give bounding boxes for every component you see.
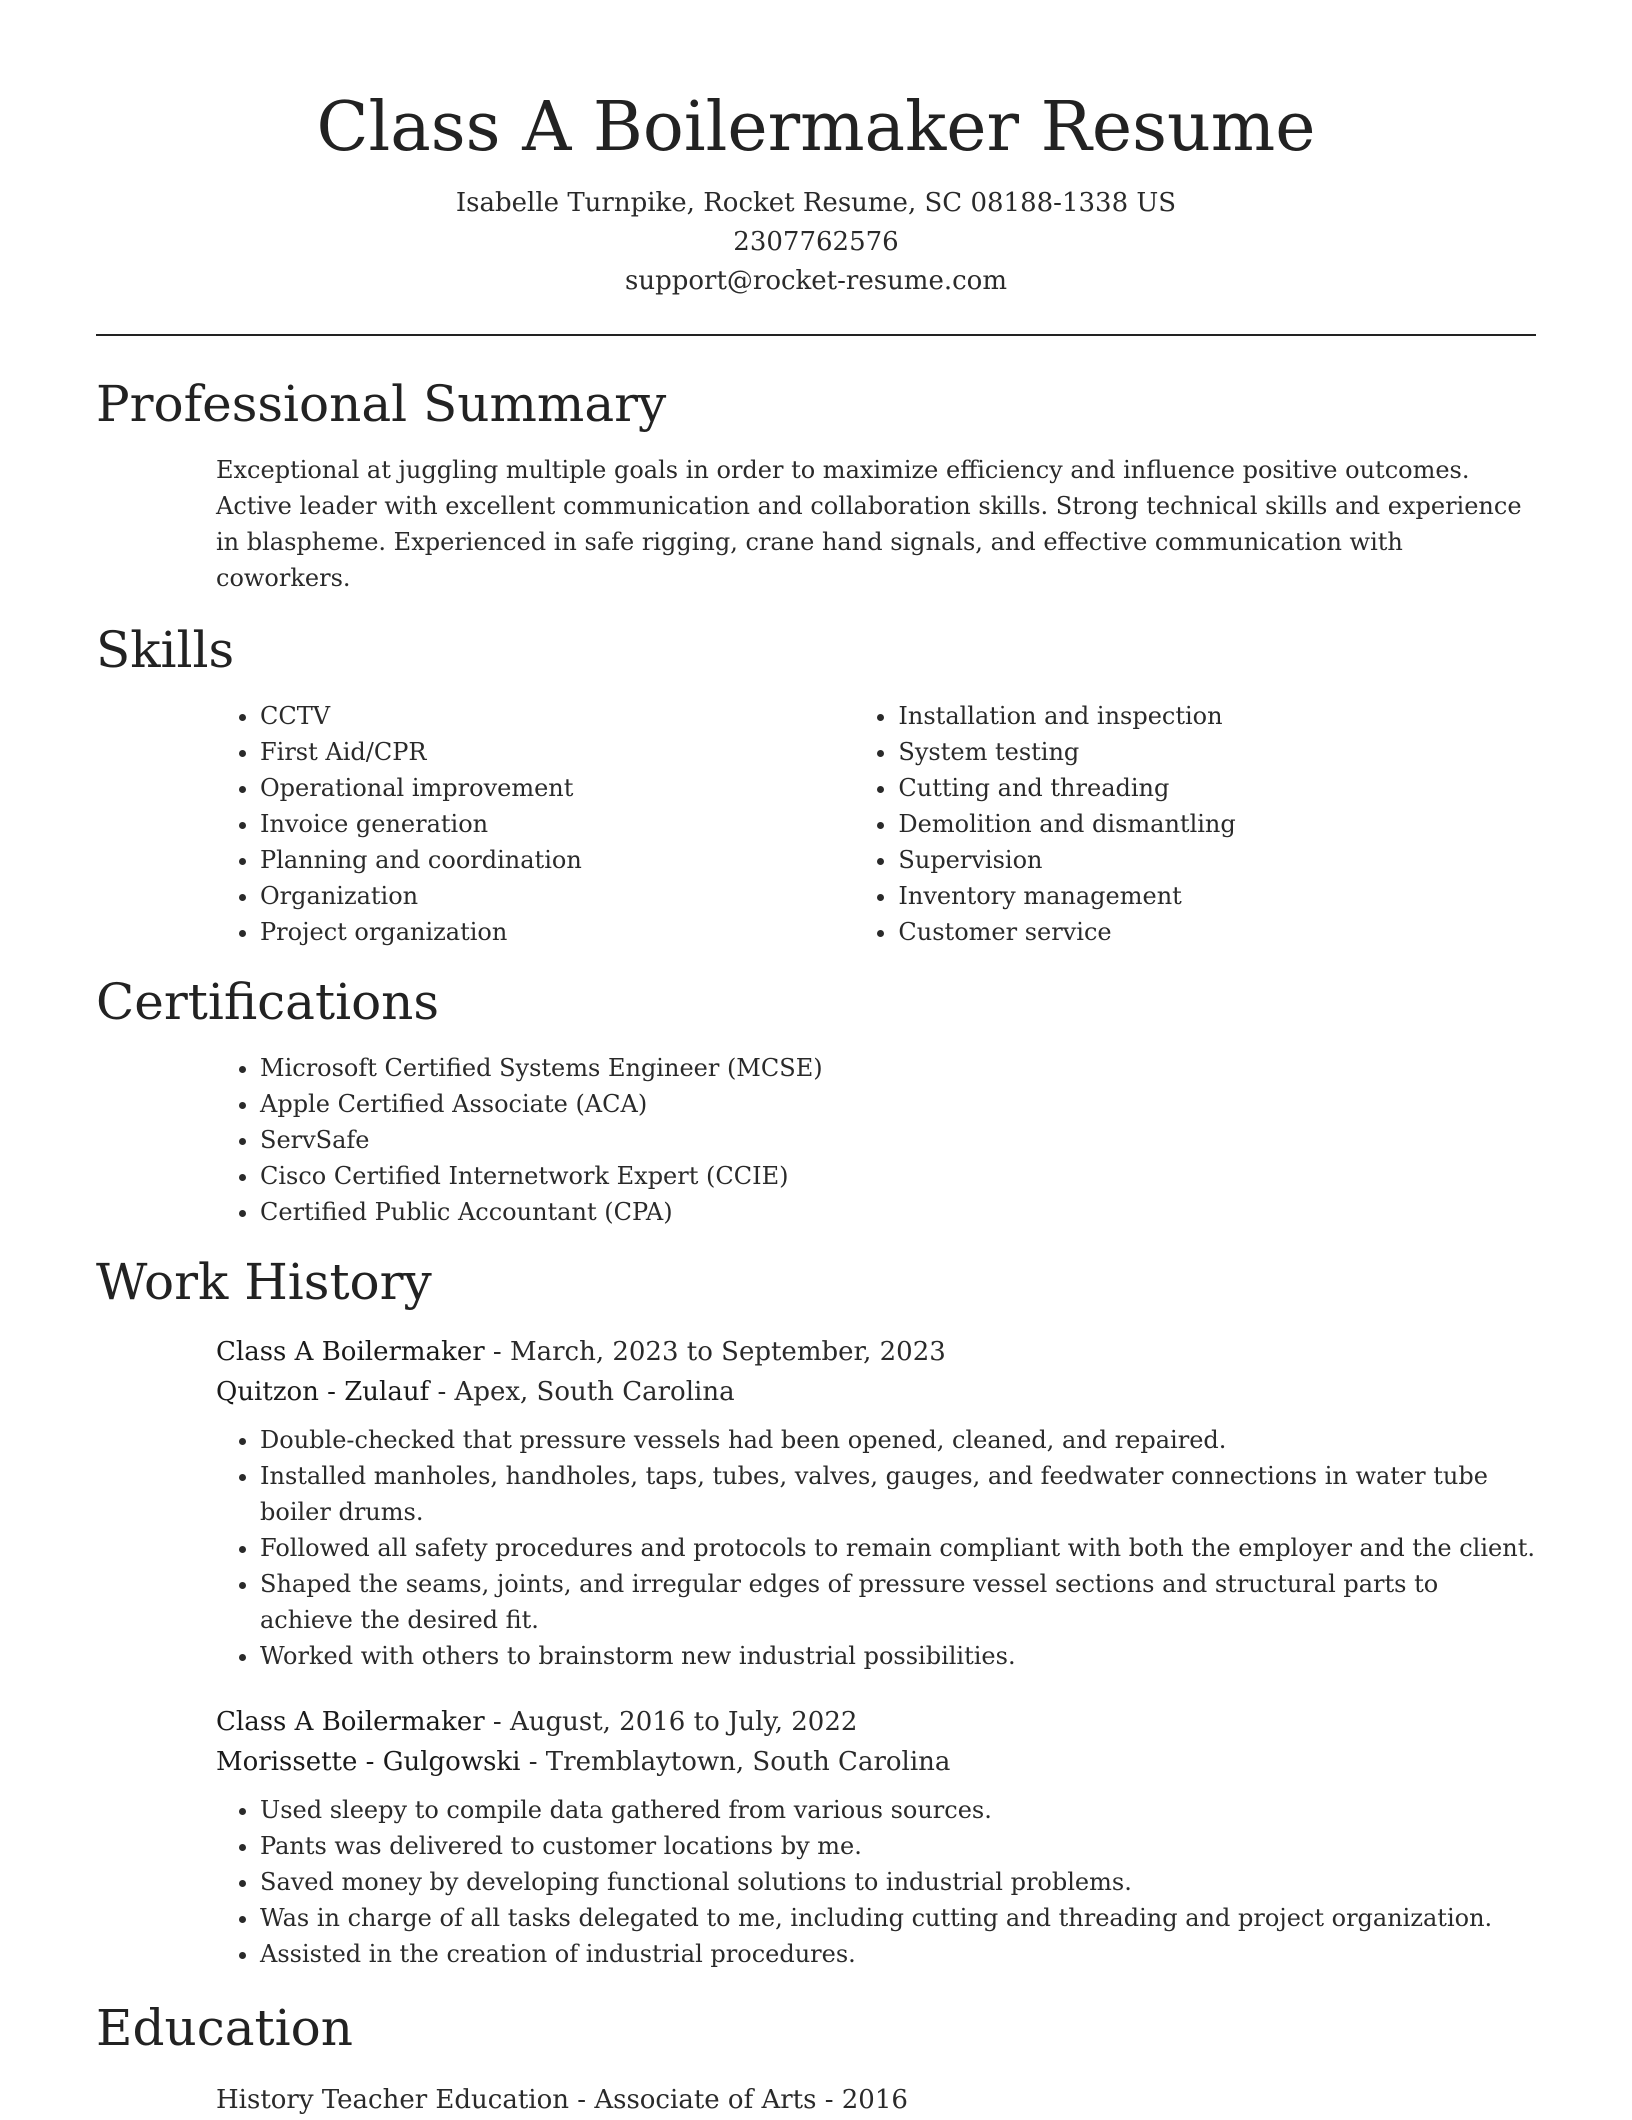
list-item: • Demolition and dismantling	[898, 806, 1536, 842]
list-item: • Used sleepy to compile data gathered from various sources.	[260, 1792, 1536, 1828]
list-item: • CCTV	[260, 698, 854, 734]
list-item: • Installed manholes, handholes, taps, tubes, valves, gauges, and feedwater connections in water tube boiler drums.	[260, 1458, 1536, 1530]
list-item: • Apple Certified Associate (ACA)	[260, 1086, 1536, 1122]
contact-address: Isabelle Turnpike, Rocket Resume, SC 08188-1338 US	[455, 188, 1177, 218]
job-dates: - August, 2016 to July, 2022	[484, 1707, 858, 1737]
list-item: • Inventory management	[898, 878, 1536, 914]
certifications-list	[216, 1050, 1536, 1230]
list-item: • Was in charge of all tasks delegated to me, including cutting and threading and project organization.	[260, 1900, 1536, 1936]
page-title: Class A Boilermaker Resume	[316, 88, 1316, 167]
job-bullets	[216, 1422, 1536, 1674]
contact-info	[96, 184, 1536, 301]
job-company-line	[216, 1742, 1536, 1782]
list-item: • Supervision	[898, 842, 1536, 878]
list-item: • Double-checked that pressure vessels had been opened, cleaned, and repaired.	[260, 1422, 1536, 1458]
job-entry	[216, 1702, 1536, 1972]
job-title-line	[216, 1702, 1536, 1742]
job-entry	[216, 1332, 1536, 1674]
list-item: • Cutting and threading	[898, 770, 1536, 806]
job-company-line	[216, 1372, 1536, 1412]
list-item: • First Aid/CPR	[260, 734, 854, 770]
list-item: • Planning and coordination	[260, 842, 854, 878]
list-item: • ServSafe	[260, 1122, 1536, 1158]
list-item: • Organization	[260, 878, 854, 914]
job-company: Morissette - Gulgowski	[216, 1747, 521, 1777]
section-heading-work-history: Work History	[96, 1253, 432, 1311]
contact-email: support@rocket-resume.com	[624, 266, 1007, 296]
list-item: • Certified Public Accountant (CPA)	[260, 1194, 1536, 1230]
job-location: - Tremblaytown, South Carolina	[520, 1747, 951, 1777]
list-item: • Worked with others to brainstorm new industrial possibilities.	[260, 1638, 1536, 1674]
skills-list	[216, 698, 1536, 950]
section-heading-certifications: Certifications	[96, 973, 440, 1031]
job-company: Quitzon - Zulauf	[216, 1377, 430, 1407]
job-title-line	[216, 1332, 1536, 1372]
list-item: • Microsoft Certified Systems Engineer (MCSE)	[260, 1050, 1536, 1086]
list-item: • System testing	[898, 734, 1536, 770]
list-item: • Assisted in the creation of industrial procedures.	[260, 1936, 1536, 1972]
job-location: - Apex, South Carolina	[429, 1377, 735, 1407]
job-title: Class A Boilermaker	[216, 1707, 485, 1737]
job-bullets	[216, 1792, 1536, 1972]
section-heading-education: Education	[96, 1999, 353, 2057]
list-item: • Operational improvement	[260, 770, 854, 806]
resume-header	[96, 0, 1536, 301]
list-item: • Saved money by developing functional solutions to industrial problems.	[260, 1864, 1536, 1900]
summary-text: Exceptional at juggling multiple goals in order to maximize efficiency and influence positive outcomes. Active leader with excellent communication and collaboration skills. Strong technical skills and experience in blaspheme. Experienced in safe rigging, crane hand signals, and effective communication with coworkers.	[216, 456, 1522, 592]
list-item: • Followed all safety procedures and protocols to remain compliant with both the employer and the client.	[260, 1530, 1536, 1566]
contact-phone: 2307762576	[733, 227, 899, 257]
section-heading-summary: Professional Summary	[96, 375, 667, 433]
resume-page	[96, 0, 1536, 2120]
list-item: • Customer service	[898, 914, 1536, 950]
skills-column-left	[216, 698, 854, 950]
job-dates: - March, 2023 to September, 2023	[484, 1337, 946, 1367]
list-item: • Pants was delivered to customer locations by me.	[260, 1828, 1536, 1864]
education-entry: History Teacher Education - Associate of Arts - 2016	[216, 2085, 908, 2115]
header-divider	[96, 334, 1536, 336]
list-item: • Project organization	[260, 914, 854, 950]
skills-column-right	[854, 698, 1536, 950]
section-heading-skills: Skills	[96, 621, 235, 679]
list-item: • Shaped the seams, joints, and irregular edges of pressure vessel sections and structural parts to achieve the desired fit.	[260, 1566, 1536, 1638]
list-item: • Invoice generation	[260, 806, 854, 842]
list-item: • Cisco Certified Internetwork Expert (CCIE)	[260, 1158, 1536, 1194]
job-title: Class A Boilermaker	[216, 1337, 485, 1367]
list-item: • Installation and inspection	[898, 698, 1536, 734]
